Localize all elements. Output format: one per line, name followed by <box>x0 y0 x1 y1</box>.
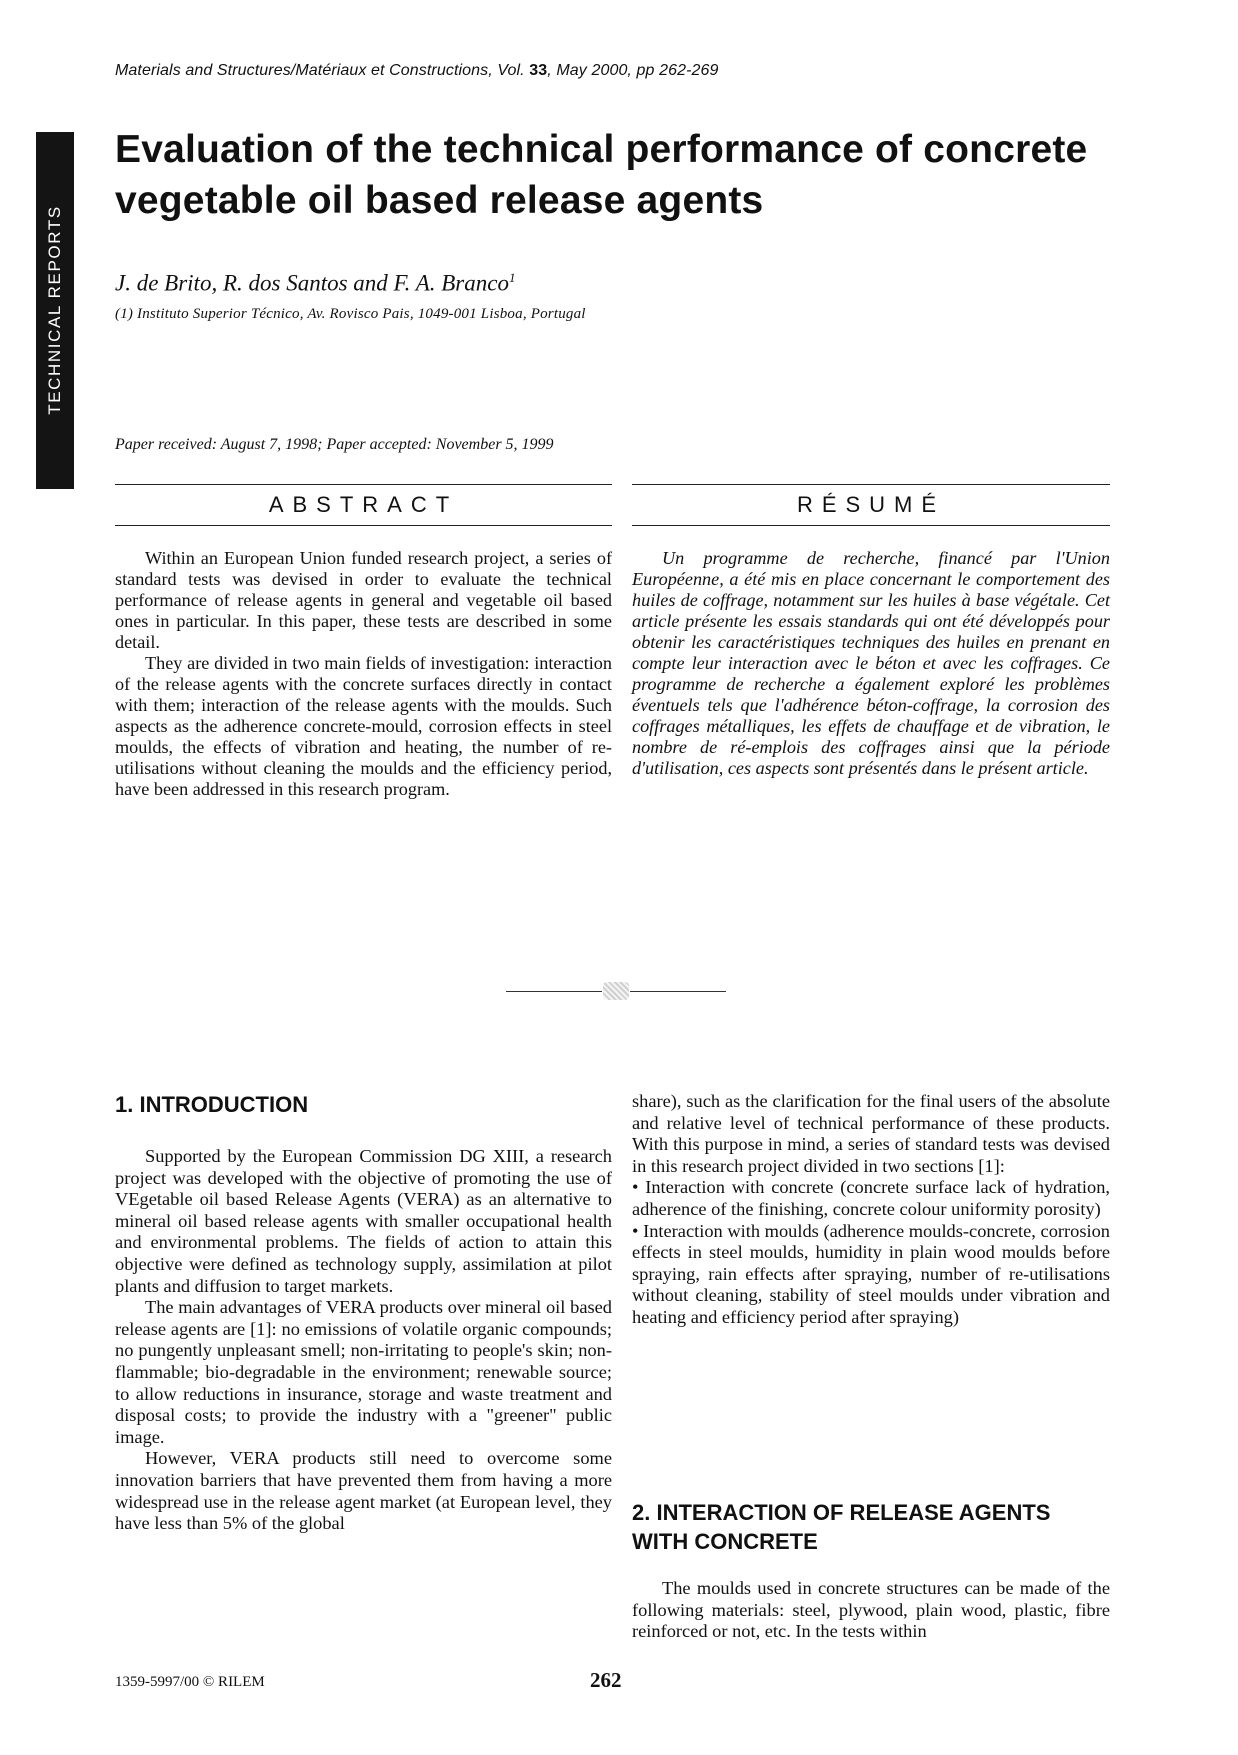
abstract-paragraph: They are divided in two main fields of investigation: interaction of the release agents with the concrete surfaces directly in contact with them; interaction of the release agents with the moulds. Such aspects as the adherence concrete-mould, corrosion effects in steel moulds, the effects of vibration and heating, the number of re-utilisations without cleaning the moulds and the efficiency period, have been addressed in this research program. <box>115 653 612 799</box>
abstract-paragraph: Within an European Union funded research project, a series of standard tests was devised in order to evaluate the technical performance of release agents in general and vegetable oil based ones in particular. In this paper, these tests are described in some detail. <box>115 548 612 652</box>
section-sidebar-tab <box>36 132 74 489</box>
section-1-body <box>115 1146 612 1535</box>
journal-name: Materials and Structures/Matériaux et Constructions, Vol. <box>115 62 525 79</box>
ornament-line-left <box>506 991 602 992</box>
section-2-body <box>632 1578 1110 1643</box>
affiliation-mark: 1 <box>508 270 516 285</box>
bullet-item: • Interaction with moulds (adherence moulds-concrete, corrosion effects in steel moulds, humidity in plain wood moulds before spraying, rain effects after spraying, number of re-utilisations without cleaning, stability of steel moulds under vibration and heating and efficiency period after spraying) <box>632 1220 1110 1327</box>
body-paragraph: The main advantages of VERA products over mineral oil based release agents are [1]: no emissions of volatile organic compounds; no pungently unpleasant smell; non-irritating to people's skin; non-flammable; bio-degradable in the environment; renewable source; to allow reductions in insurance, storage and waste treatment and disposal costs; to provide the industry with a "greener" public image. <box>115 1297 612 1447</box>
author-names: J. de Brito, R. dos Santos and F. A. Branco <box>115 270 509 296</box>
body-paragraph: Supported by the European Commission DG XIII, a research project was developed with the objective of promoting the use of VEgetable oil based Release Agents (VERA) as an alternative to mineral oil based release agents with smaller occupational health and environmental problems. The fields of action to attain this objective were defined as technology supply, assimilation at pilot plants and diffusion to target markets. <box>115 1146 612 1296</box>
sidebar-label: TECHNICAL REPORTS <box>45 205 64 415</box>
right-column-body <box>632 1091 1110 1329</box>
journal-volume: 33 <box>529 62 548 79</box>
body-paragraph: However, VERA products still need to overcome some innovation barriers that have prevented them from having a more widespread use in the release agent market (at European level, they have less than 5% of the global <box>115 1448 612 1534</box>
section-2-heading: 2. INTERACTION OF RELEASE AGENTS WITH CONCRETE <box>632 1500 1051 1554</box>
resume-paragraph: Un programme de recherche, financé par l'Union Européenne, a été mis en place concernant le comportement des huiles de coffrage, notamment sur les huiles à base végétale. Cet article présente les essais standards qui ont été développés pour obtenir les caractéristiques techniques des huiles en prenant en compte leur interaction avec le béton et avec les coffrages. Ce programme de recherche a également exploré les problèmes éventuels tels que l'adhérence béton-coffrage, la corrosion des coffrages métalliques, les effets de chauffage et de vibration, le nombre de ré-emplois des coffrages ainsi que la période d'utilisation, ces aspects sont présentés dans le présent article. <box>632 548 1110 778</box>
body-paragraph: The moulds used in concrete structures can be made of the following materials: steel, plywood, plain wood, plastic, fibre reinforced or not, etc. In the tests within <box>632 1578 1110 1642</box>
abstract-text <box>115 548 612 800</box>
ornament-line-right <box>630 991 726 992</box>
ornament-mark <box>603 982 629 1000</box>
affiliation: (1) Instituto Superior Técnico, Av. Rovisco Pais, 1049-001 Lisboa, Portugal <box>115 306 586 322</box>
journal-issue-pages: , May 2000, pp 262-269 <box>547 62 719 79</box>
paper-title: Evaluation of the technical performance of concrete vegetable oil based release agents <box>115 128 1088 222</box>
abstract-top-rule <box>115 484 612 485</box>
resume-bottom-rule <box>632 525 1110 526</box>
journal-citation <box>115 62 719 80</box>
resume-top-rule <box>632 484 1110 485</box>
bullet-item: • Interaction with concrete (concrete surface lack of hydration, adherence of the finishing, concrete colour uniformity porosity) <box>632 1177 1110 1219</box>
resume-text <box>632 548 1110 779</box>
section-1-heading: 1. INTRODUCTION <box>115 1092 309 1117</box>
page-number: 262 <box>590 1668 622 1692</box>
abstract-heading: ABSTRACT <box>268 492 459 517</box>
body-paragraph: share), such as the clarification for the final users of the absolute and relative level of technical performance of these products. With this purpose in mind, a series of standard tests was devised in this research project divided in two sections [1]: <box>632 1091 1110 1176</box>
received-dates: Paper received: August 7, 1998; Paper accepted: November 5, 1999 <box>115 436 554 453</box>
issn-copyright: 1359-5997/00 © RILEM <box>115 1674 265 1690</box>
resume-heading: RÉSUMÉ <box>796 492 946 517</box>
authors <box>115 270 515 297</box>
abstract-bottom-rule <box>115 525 612 526</box>
